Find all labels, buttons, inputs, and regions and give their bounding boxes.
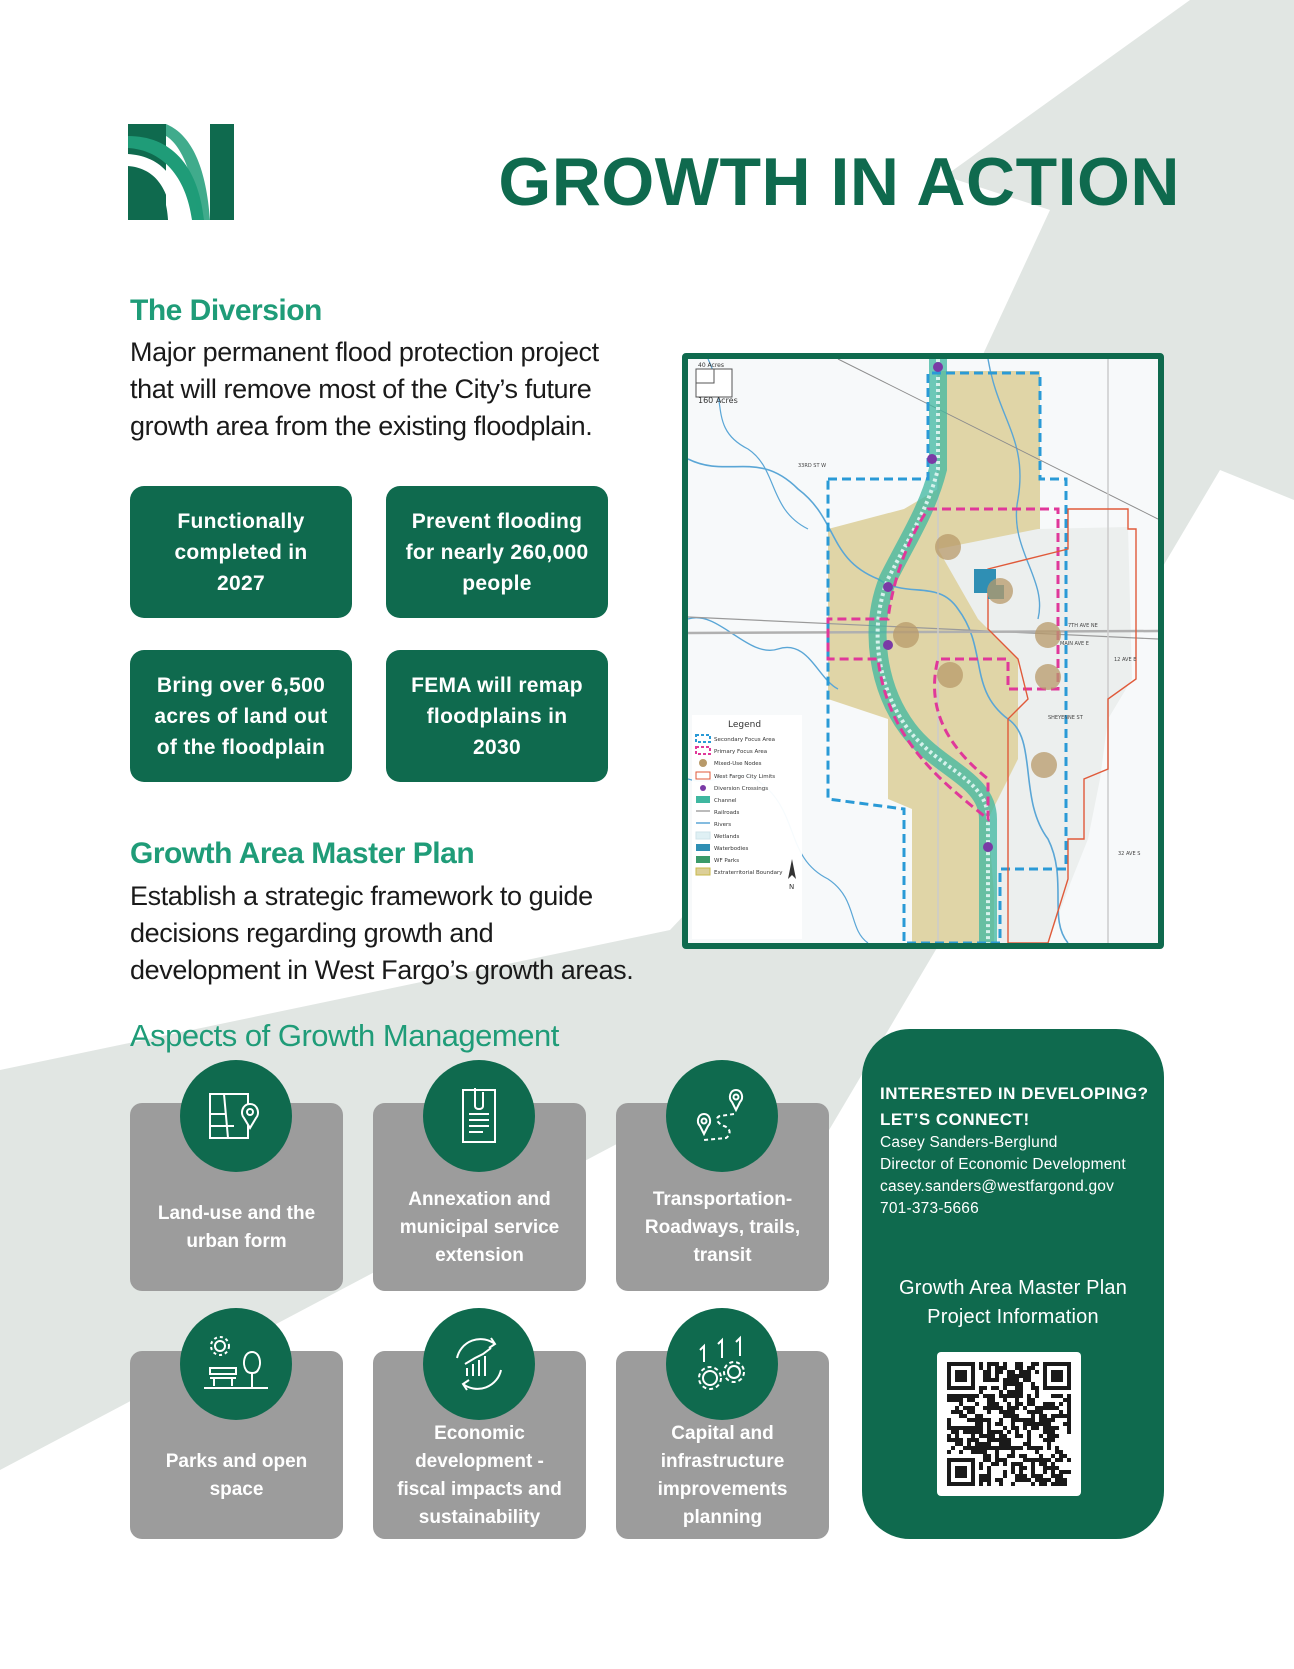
- legend-item: Diversion Crossings: [714, 786, 769, 792]
- street-label: 7TH AVE NE: [1068, 623, 1098, 629]
- legend-item: West Fargo City Limits: [714, 774, 776, 780]
- contact-panel: [862, 1029, 1164, 1539]
- aspect-card-annexation: Annexation and municipal service extension: [373, 1103, 586, 1291]
- stat-people-protected: Prevent flooding for nearly 260,000 people: [386, 486, 608, 618]
- page-title: GROWTH IN ACTION: [498, 144, 1180, 220]
- scale-label: 160 Acres: [698, 396, 738, 405]
- legend-item: Primary Focus Area: [714, 749, 768, 755]
- aspect-card-parks: Parks and open space: [130, 1351, 343, 1539]
- stat-acres-removed: Bring over 6,500 acres of land out of the floodplain: [130, 650, 352, 782]
- legend-item: Railroads: [714, 810, 740, 816]
- street-label: SHEYENNE ST: [1048, 715, 1083, 721]
- legend-item: Waterbodies: [714, 846, 749, 852]
- street-label: MAIN AVE E: [1060, 641, 1089, 647]
- aspect-card-transportation: Transportation- Roadways, trails, transit: [616, 1103, 829, 1291]
- gears-arrows-icon: [666, 1308, 778, 1420]
- legend-item: Secondary Focus Area: [714, 737, 775, 743]
- contact-title: INTERESTED IN DEVELOPING? LET’S CONNECT!: [880, 1084, 1149, 1129]
- contact-phone[interactable]: 701-373-5666: [880, 1200, 979, 1217]
- aspect-card-capital-infrastructure: Capital and infrastructure improvements planning: [616, 1351, 829, 1539]
- legend-item: Channel: [714, 798, 737, 804]
- diversion-crossing: [933, 362, 943, 372]
- map-pin-icon: [180, 1060, 292, 1172]
- park-bench-icon: [180, 1308, 292, 1420]
- legend-item: Wetlands: [714, 834, 740, 840]
- document-clip-icon: [423, 1060, 535, 1172]
- legend-item: WF Parks: [714, 858, 740, 864]
- qr-code-icon[interactable]: [937, 1352, 1081, 1496]
- aspect-card-land-use: Land-use and the urban form: [130, 1103, 343, 1291]
- aspect-card-economic-development: Economic development - fiscal impacts and sustainability: [373, 1351, 586, 1539]
- stat-fema-remap: FEMA will remap floodplains in 2030: [386, 650, 608, 782]
- contact-name: Casey Sanders-Berglund: [880, 1134, 1058, 1151]
- street-label: 33RD ST W: [798, 463, 827, 469]
- stat-completion-year: Functionally completed in 2027: [130, 486, 352, 618]
- west-fargo-logo-icon: [128, 124, 234, 220]
- growth-area-map: [682, 353, 1164, 949]
- street-label: 32 AVE S: [1118, 851, 1141, 857]
- master-plan-heading: Growth Area Master Plan: [130, 837, 475, 870]
- growth-chart-icon: [423, 1308, 535, 1420]
- route-icon: [666, 1060, 778, 1172]
- master-plan-description: Establish a strategic framework to guide decisions regarding growth and development in West Fargo’s growth areas.: [130, 881, 634, 985]
- legend-item: Extraterritorial Boundary: [714, 870, 783, 876]
- street-label: 12 AVE E: [1114, 657, 1137, 663]
- diversion-heading: The Diversion: [130, 294, 322, 327]
- scale-small-label: 40 Acres: [698, 362, 724, 369]
- north-label: N: [789, 883, 795, 891]
- legend-title: Legend: [728, 720, 762, 730]
- legend-item: Rivers: [714, 822, 732, 828]
- aspects-heading: Aspects of Growth Management: [130, 1018, 559, 1053]
- contact-email[interactable]: casey.sanders@westfargond.gov: [880, 1178, 1115, 1195]
- contact-role: Director of Economic Development: [880, 1156, 1126, 1173]
- project-info-label: Growth Area Master Plan Project Information: [898, 1277, 1128, 1328]
- mixed-use-node: [935, 534, 961, 560]
- diversion-description: Major permanent flood protection project that will remove most of the City’s future growth area from the existing floodplain.: [130, 337, 599, 441]
- legend-item: Mixed-Use Nodes: [714, 761, 762, 767]
